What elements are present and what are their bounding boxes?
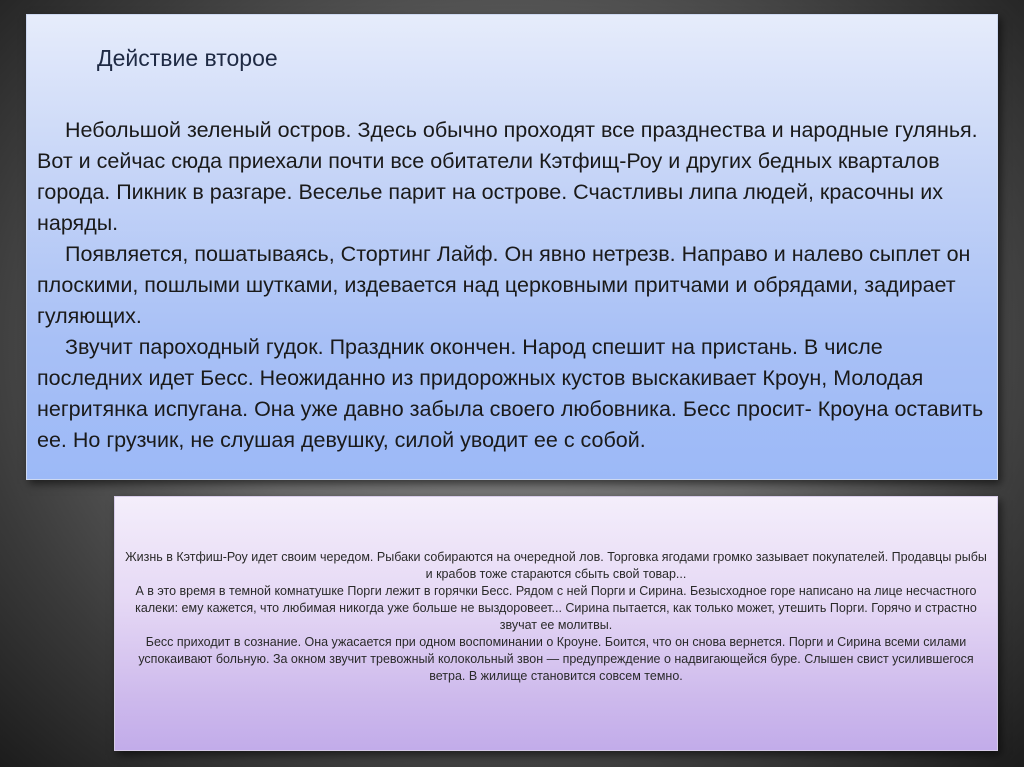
top-text-panel: [26, 14, 998, 480]
top-paragraph: Небольшой зеленый остров. Здесь обычно проходят все празднества и народные гулянья. Вот и сейчас сюда приехали почти все обитатели Кэтфищ-Роу и других бедных кварталов города. Пикник в разгаре. Веселье парит на острове. Счастливы липа людей, красочны их наряды.: [37, 118, 978, 235]
top-paragraph: Появляется, пошатываясь, Стортинг Лайф. Он явно нетрезв. Направо и налево сыплет он плоскими, пошлыми шутками, издевается над церковными притчами и обрядами, задирает гуляющих.: [37, 242, 971, 328]
bottom-text-panel: [114, 496, 998, 751]
top-panel-body: [37, 115, 987, 456]
top-paragraph: Звучит пароходный гудок. Праздник окончен. Народ спешит на пристань. В числе последних идет Бесс. Неожиданно из придорожных кустов выскакивает Кроун, Молодая негритянка испугана. Она уже давно забыла своего любовника. Бесс просит- Кроуна оставить ее. Но грузчик, не слушая девушку, силой уводит ее с собой.: [37, 335, 984, 452]
act-heading: Действие второе: [97, 45, 278, 71]
bottom-paragraph: Жизнь в Кэтфиш-Роу идет своим чередом. Рыбаки собираются на очередной лов. Торговка ягодами громко зазывает покупателей. Продавцы рыбы и крабов тоже стараются сбыть свой товар...: [125, 550, 987, 581]
bottom-panel-body: [125, 549, 987, 685]
bottom-paragraph: А в это время в темной комнатушке Порги лежит в горячки Бесс. Рядом с ней Порги и Сирина. Безысходное горе написано на лице несчастного калеки: ему кажется, что любимая никогда уже больше не выздоровеет... Сирина пытается, как только может, утешить Порги. Горячо и страстно звучат ее молитвы.: [135, 584, 977, 632]
bottom-paragraph: Бесс приходит в сознание. Она ужасается при одном воспоминании о Кроуне. Боится, что он снова вернется. Порги и Сирина всеми силами успокаивают больную. За окном звучит тревожный колокольный звон — предупреждение о надвигающейся буре. Слышен свист усилившегося ветра. В жилище становится совсем темно.: [138, 635, 974, 683]
